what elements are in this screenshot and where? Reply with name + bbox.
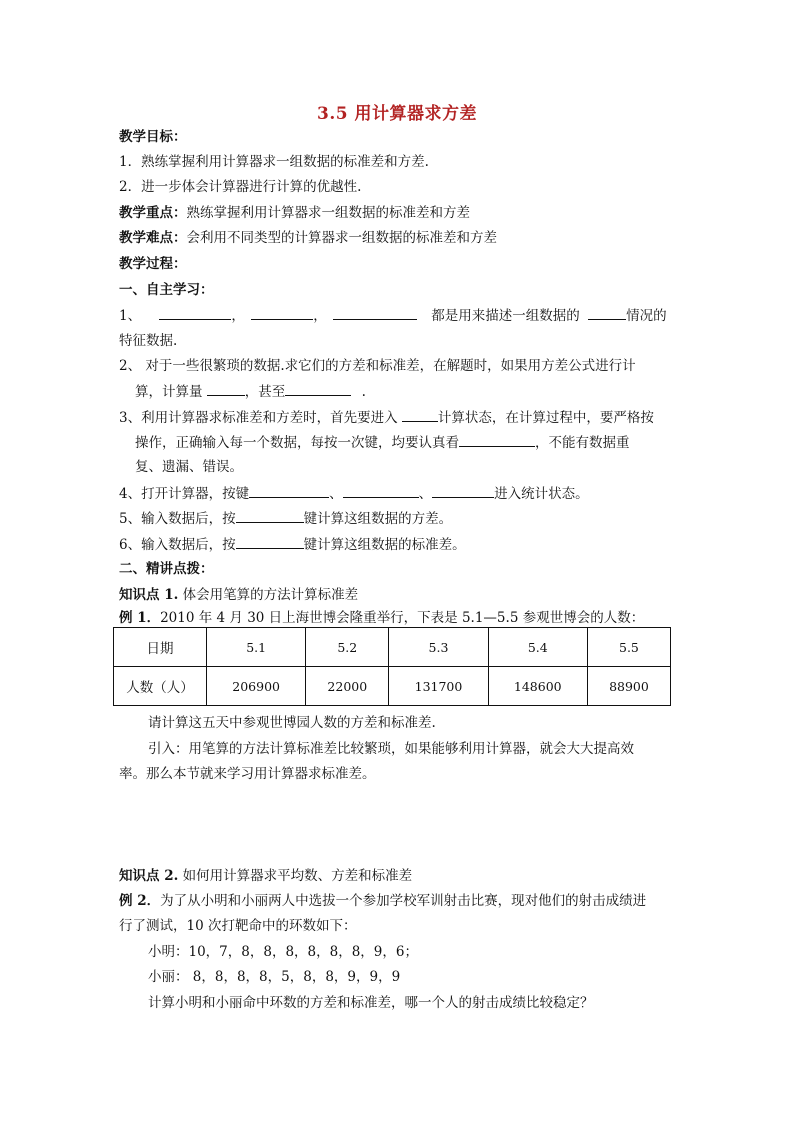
knowledge-point-2 (119, 866, 412, 886)
q1-sep-2: ， (313, 308, 327, 324)
objective-item-2: 2．进一步体会计算器进行计算的优越性. (119, 179, 362, 195)
q2-text-b: ，甚至 (244, 384, 286, 400)
table-cell: 148600 (488, 667, 587, 706)
question-5 (119, 508, 452, 529)
key-point-label: 教学重点： (119, 205, 187, 221)
q5-blank[interactable] (236, 508, 304, 523)
table-cell: 5.2 (306, 628, 389, 667)
ex2-text-2: 行了测试，10 次打靶命中的环数如下： (119, 918, 357, 934)
table-cell: 88900 (587, 667, 670, 706)
q2-blank-1[interactable] (207, 381, 245, 396)
q3-line-3: 复、遗漏、错误。 (135, 459, 243, 475)
ex2-question: 计算小明和小丽命中环数的方差和标准差，哪一个人的射击成绩比较稳定？ (148, 995, 594, 1011)
q4-blank-1[interactable] (249, 483, 329, 498)
q4-sep-2: 、 (418, 486, 433, 502)
table-row (114, 667, 671, 706)
q2-text-c: . (361, 384, 366, 400)
ex1-label: 例 1． (119, 610, 161, 626)
section1-heading: 一、自主学习： (119, 282, 214, 298)
ex2-ming-scores: 小明：10，7，8，8，8，8，8，8，9，6； (148, 944, 418, 960)
q2-blank-2[interactable] (285, 381, 351, 396)
kp2-label: 知识点 2. (119, 868, 179, 884)
q3-text-a: 3、利用计算器求标准差和方差时，首先要进入 (119, 410, 398, 426)
intro-line-2: 率。那么本节就来学习用计算器求标准差。 (119, 766, 376, 782)
q1-mid-text: 都是用来描述一组数据的 (431, 308, 580, 324)
question-1 (119, 305, 667, 326)
table-cell: 人数（人） (114, 667, 207, 706)
q1-blank-2[interactable] (251, 305, 313, 320)
q4-text: 4、打开计算器，按键 (119, 486, 250, 502)
page-title: 3.5 用计算器求方差 (317, 104, 477, 124)
ex1-text: 2010 年 4 月 30 日上海世博会隆重举行，下表是 5.1—5.5 参观世博会的人数： (160, 610, 645, 626)
example-2 (119, 891, 646, 911)
q6-blank[interactable] (236, 534, 304, 549)
q1-cont: 特征数据. (119, 333, 178, 349)
kp1-text: 体会用笔算的方法计算标准差 (182, 587, 359, 603)
q3-line-1 (119, 407, 654, 428)
q4-sep-1: 、 (329, 486, 343, 502)
q3-blank-1[interactable] (402, 407, 438, 422)
ex2-text-1: 为了从小明和小丽两人中选拔一个参加学校军训射击比赛，现对他们的射击成绩进 (160, 893, 647, 909)
kp1-label: 知识点 1. (119, 587, 179, 603)
q1-prefix: 1、 (119, 308, 142, 324)
difficulty (119, 228, 497, 248)
q6-text: 6、输入数据后，按 (119, 537, 236, 553)
q4-blank-3[interactable] (432, 483, 494, 498)
q3-text-d: ，不能有数据重 (535, 435, 630, 451)
q1-suffix: 情况的 (626, 308, 667, 324)
ex1-question: 请计算这五天中参观世博园人数的方差和标准差. (148, 715, 436, 731)
table-cell: 5.3 (389, 628, 488, 667)
kp2-text: 如何用计算器求平均数、方差和标准差 (182, 868, 413, 884)
q1-blank-4[interactable] (588, 305, 626, 320)
q5-text: 5、输入数据后，按 (119, 511, 236, 527)
q2-line-1: 2、 对于一些很繁琐的数据.求它们的方差和标准差，在解题时，如果用方差公式进行计 (119, 358, 636, 374)
q5-suffix: 键计算这组数据的方差。 (303, 511, 453, 527)
intro-line-1: 引入：用笔算的方法计算标准差比较繁琐，如果能够利用计算器，就会大大提高效 (148, 741, 634, 757)
q3-text-b: 计算状态，在计算过程中，要严格按 (437, 410, 654, 426)
table-cell: 5.5 (587, 628, 670, 667)
visitor-table (113, 627, 671, 706)
table-cell: 131700 (389, 667, 488, 706)
difficulty-text: 会利用不同类型的计算器求一组数据的标准差和方差 (186, 230, 497, 246)
table-cell: 5.1 (207, 628, 306, 667)
q1-blank-3[interactable] (333, 305, 417, 320)
section2-heading: 二、精讲点拨： (119, 561, 214, 577)
q1-blank-1[interactable] (159, 305, 231, 320)
objective-item-1: 1．熟练掌握利用计算器求一组数据的标准差和方差. (119, 154, 429, 170)
q2-line-2 (135, 381, 366, 402)
example-1 (119, 608, 644, 628)
question-6 (119, 534, 466, 555)
q6-suffix: 键计算这组数据的标准差。 (303, 537, 466, 553)
key-point (119, 203, 470, 223)
table-cell: 206900 (207, 667, 306, 706)
knowledge-point-1 (119, 585, 358, 605)
q2-text-a: 算，计算量 (135, 384, 203, 400)
ex2-label: 例 2． (119, 893, 161, 909)
key-point-text: 熟练掌握利用计算器求一组数据的标准差和方差 (186, 205, 470, 221)
process-heading: 教学过程： (119, 256, 187, 272)
table-cell: 5.4 (488, 628, 587, 667)
table-cell: 日期 (114, 628, 207, 667)
q3-text-c: 操作，正确输入每一个数据，每按一次键，均要认真看 (135, 435, 459, 451)
q1-sep-1: ， (231, 308, 245, 324)
table-cell: 22000 (306, 667, 389, 706)
q4-suffix: 进入统计状态。 (494, 486, 589, 502)
q4-blank-2[interactable] (343, 483, 419, 498)
objectives-heading: 教学目标： (119, 129, 187, 145)
table-row (114, 628, 671, 667)
q3-line-2 (135, 432, 630, 453)
question-4 (119, 483, 589, 504)
ex2-li-scores: 小丽： 8，8，8，8，5，8，8，9，9，9 (148, 969, 401, 985)
difficulty-label: 教学难点： (119, 230, 187, 246)
q3-blank-2[interactable] (459, 432, 535, 447)
